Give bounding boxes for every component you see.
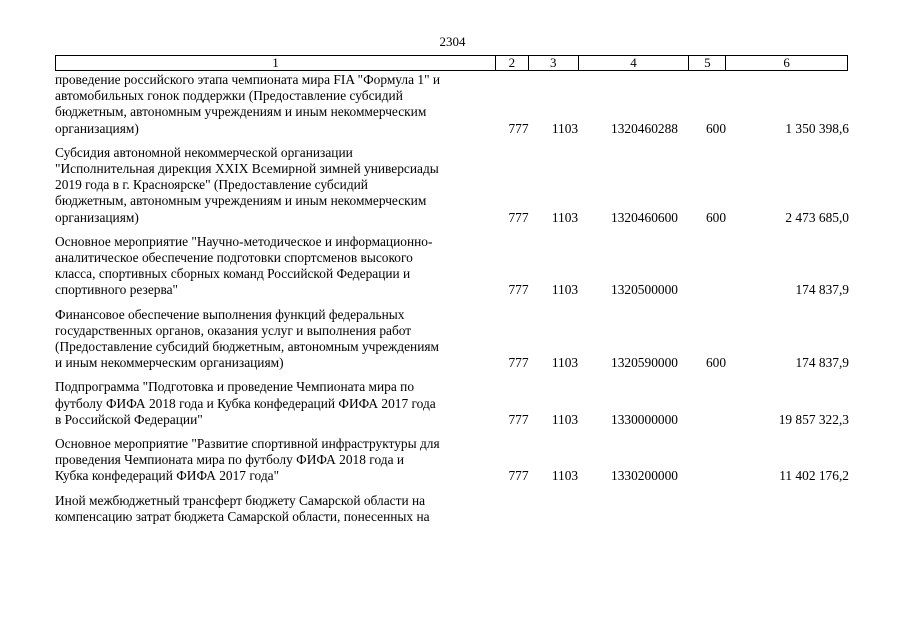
row-code-target: 1330200000 bbox=[611, 468, 678, 484]
row-code-ministry: 777 bbox=[508, 120, 529, 136]
table-body bbox=[55, 72, 850, 533]
row-code-section: 1103 bbox=[551, 355, 579, 371]
row-code-section: 1103 bbox=[551, 282, 579, 298]
row-code-target: 1320460600 bbox=[611, 209, 678, 225]
row-code-target: 1330000000 bbox=[611, 411, 678, 427]
row-code-section: 1103 bbox=[551, 468, 579, 484]
row-amount: 1 350 398,6 bbox=[785, 120, 849, 136]
row-code-expense-type: 600 bbox=[705, 209, 727, 225]
row-code-ministry: 777 bbox=[508, 209, 529, 225]
column-header-2: 2 bbox=[495, 56, 528, 70]
column-header-1: 1 bbox=[272, 55, 279, 70]
row-code-target: 1320500000 bbox=[611, 282, 678, 298]
row-code-ministry: 777 bbox=[508, 411, 529, 427]
row-description: Субсидия автономной некоммерческой организации "Исполнительная дирекция XXIX Всемирной зимней универсиады 2019 года в г. Красноярске" (Предоставление субсидий бюджетным, автономным учреждениям и иным некоммерческим организациям) bbox=[55, 144, 439, 225]
table-row bbox=[55, 307, 850, 372]
table-row bbox=[55, 493, 850, 525]
row-code-section: 1103 bbox=[551, 411, 579, 427]
row-description: проведение российского этапа чемпионата мира FIA "Формула 1" и автомобильных гонок поддержки (Предоставление субсидий бюджетным, автономным учреждениям и иным некоммерческим организациям) bbox=[55, 72, 441, 136]
table-row bbox=[55, 379, 850, 428]
row-code-section: 1103 bbox=[551, 120, 579, 136]
row-description: Подпрограмма "Подготовка и проведение Чемпионата мира по футболу ФИФА 2018 года и Кубка конфедераций ФИФА 2017 года в Российской Федерации" bbox=[55, 379, 436, 427]
row-amount: 174 837,9 bbox=[795, 355, 849, 371]
row-code-ministry: 777 bbox=[508, 355, 529, 371]
row-amount: 2 473 685,0 bbox=[785, 209, 849, 225]
row-amount: 19 857 322,3 bbox=[778, 411, 849, 427]
row-amount: 174 837,9 bbox=[795, 282, 849, 298]
column-header-4: 4 bbox=[578, 56, 689, 70]
table-row bbox=[55, 234, 850, 299]
table-row bbox=[55, 72, 850, 137]
page-number: 2304 bbox=[439, 34, 466, 49]
row-code-ministry: 777 bbox=[508, 282, 529, 298]
row-code-expense-type: 600 bbox=[705, 355, 727, 371]
row-description: Основное мероприятие "Научно-методическое и информационно- аналитическое обеспечение подготовки спортсменов высокого класса, спортивных сборных команд Российской Федерации и спортивного резерва" bbox=[55, 233, 433, 298]
column-header-5: 5 bbox=[688, 56, 725, 70]
column-header-3: 3 bbox=[528, 56, 578, 70]
row-description: Основное мероприятие "Развитие спортивной инфраструктуры для проведения Чемпионата мира по футболу ФИФА 2018 года и Кубка конфедераций ФИФА 2017 года" bbox=[55, 436, 440, 484]
row-code-target: 1320460288 bbox=[611, 120, 678, 136]
row-code-section: 1103 bbox=[551, 209, 579, 225]
table-header bbox=[55, 55, 848, 71]
row-amount: 11 402 176,2 bbox=[779, 468, 849, 484]
table-row bbox=[55, 145, 850, 226]
row-code-target: 1320590000 bbox=[611, 355, 678, 371]
row-description: Финансовое обеспечение выполнения функций федеральных государственных органов, оказания услуг и выполнения работ (Предоставление субсидий бюджетным, автономным учреждениям и иным некоммерческим организациям) bbox=[55, 306, 439, 371]
row-code-ministry: 777 bbox=[508, 468, 529, 484]
row-description: Иной межбюджетный трансферт бюджету Самарской области на компенсацию затрат бюджета Самарской области, понесенных на bbox=[55, 492, 430, 524]
column-header-6: 6 bbox=[725, 56, 847, 70]
row-code-expense-type: 600 bbox=[705, 120, 727, 136]
table-row bbox=[55, 436, 850, 485]
